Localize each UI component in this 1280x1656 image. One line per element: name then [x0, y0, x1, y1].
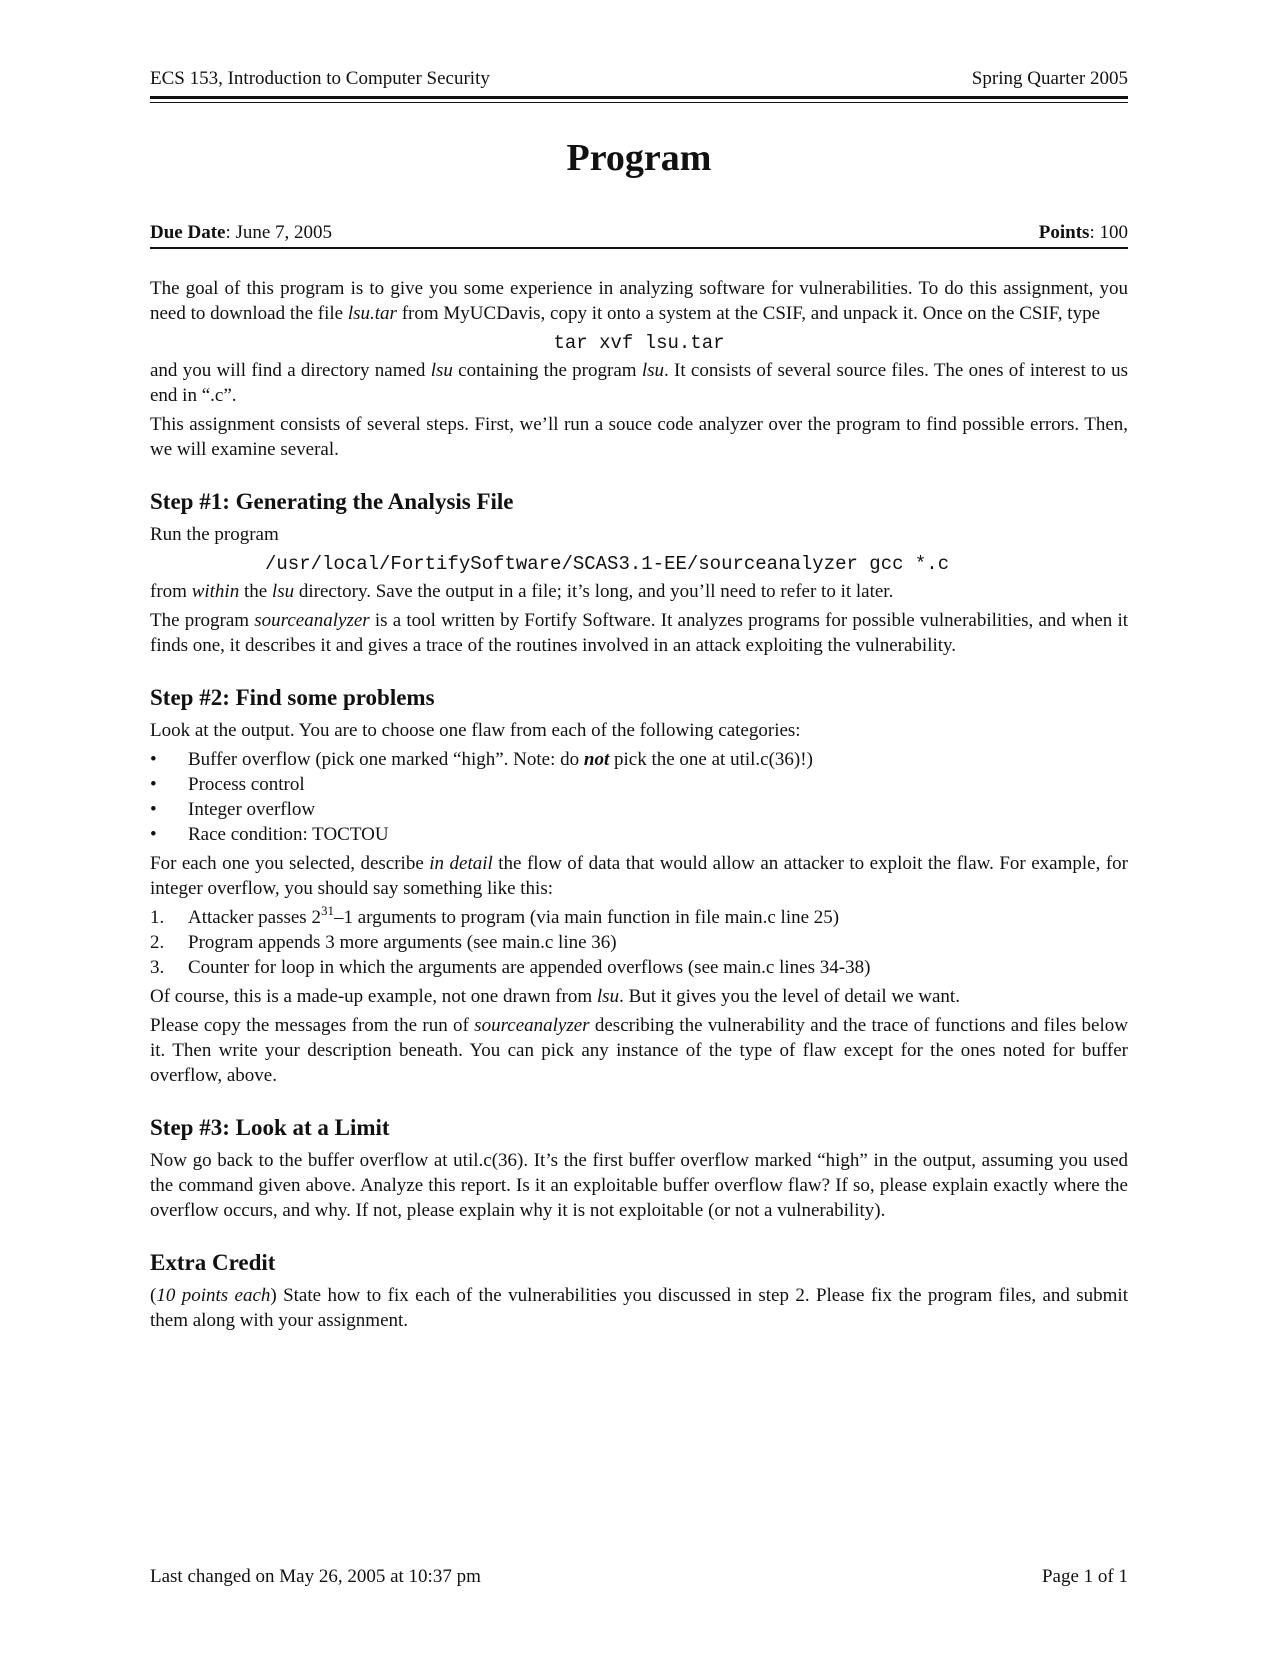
term: Spring Quarter 2005 — [971, 68, 1128, 89]
emphasis-not: not — [583, 749, 610, 770]
filename-lsu-tar: lsu.tar — [347, 303, 397, 324]
due-date-label: Due Date — [150, 222, 226, 243]
dirname-lsu: lsu — [271, 581, 295, 602]
text-span: . But it gives you the level of detail we want. — [619, 986, 960, 1007]
intro-paragraph-2 — [150, 358, 1128, 408]
dirname-lsu: lsu — [430, 360, 453, 381]
bullet-marker: • — [150, 799, 157, 820]
extra-credit-heading: Extra Credit — [150, 1250, 276, 1275]
text-span: directory. Save the output in a file; it’s long, and you’ll need to refer to it later. — [294, 581, 894, 602]
number-marker: 3. — [150, 957, 165, 978]
list-item — [150, 905, 1128, 930]
page-number: Page 1 of 1 — [1041, 1566, 1128, 1587]
text-span: Integer overflow — [188, 799, 316, 820]
step2-heading: Step #2: Find some problems — [150, 685, 435, 710]
course-name: ECS 153, Introduction to Computer Security — [150, 68, 490, 89]
text-span: Counter for loop in which the arguments are appended overflows (see main.c lines 34-38) — [188, 957, 871, 978]
header-rule-thick — [150, 96, 1128, 99]
intro-paragraph-3: This assignment consists of several steps. First, we’ll run a souce code analyzer over the program to find possible errors. Then, we will examine several. — [150, 414, 1128, 460]
tool-sourceanalyzer: sourceanalyzer — [474, 1015, 590, 1036]
number-marker: 2. — [150, 932, 165, 953]
document-body — [150, 276, 1128, 1337]
text-span: The program — [150, 610, 255, 631]
points-value: : 100 — [1089, 222, 1128, 243]
text-span: Process control — [188, 774, 305, 795]
step2-paragraph-3 — [150, 1013, 1128, 1088]
text-span: . It consists of several source files. The ones of interest to us end in “.c”. — [150, 360, 1129, 406]
bullet-marker: • — [150, 824, 157, 845]
flaw-category-list — [150, 747, 1128, 847]
step3-paragraph: Now go back to the buffer overflow at util.c(36). It’s the first buffer overflow marked “high” in the output, assuming you used the command given above. Analyze this report. Is it an exploitable buffer overflow flaw? If so, please explain exactly where the overflow occurs, and why. If not, please explain why it is not exploitable (or not a vulnerability). — [150, 1150, 1128, 1221]
step2-paragraph-2 — [150, 984, 1128, 1009]
command-sourceanalyzer: /usr/local/FortifySoftware/SCAS3.1-EE/sourceanalyzer gcc *.c — [265, 553, 950, 575]
document-page — [150, 0, 1128, 1656]
running-header — [150, 68, 1128, 90]
meta-rule — [150, 247, 1128, 249]
step1-heading: Step #1: Generating the Analysis File — [150, 489, 514, 514]
list-item — [150, 797, 1128, 822]
list-item — [150, 772, 1128, 797]
intro-paragraph-1 — [150, 276, 1128, 326]
program-lsu: lsu — [641, 360, 664, 381]
text-span: pick the one at util.c(36)!) — [609, 749, 813, 770]
bullet-marker: • — [150, 749, 157, 770]
extra-credit-paragraph — [150, 1283, 1128, 1333]
step2-intro: Look at the output. You are to choose one flaw from each of the following categories: — [150, 720, 801, 741]
text-span: Race condition: TOCTOU — [188, 824, 389, 845]
command-tar: tar xvf lsu.tar — [553, 332, 725, 354]
example-steps-list — [150, 905, 1128, 980]
extra-points: 10 points each — [156, 1285, 271, 1306]
last-changed: Last changed on May 26, 2005 at 10:37 pm — [150, 1566, 481, 1587]
text-span: Attacker passes 2 — [188, 907, 321, 928]
text-span: ) State how to fix each of the vulnerabilities you discussed in step 2. Please fix the program files, and submit them along with your assignment. — [150, 1285, 1128, 1331]
text-span: Program appends 3 more arguments (see main.c line 36) — [188, 932, 617, 953]
step1-paragraph-2 — [150, 608, 1128, 658]
text-span: the — [239, 581, 272, 602]
header-rule-thin — [150, 102, 1128, 103]
tool-sourceanalyzer: sourceanalyzer — [254, 610, 370, 631]
text-span: Please copy the messages from the run of — [150, 1015, 475, 1036]
list-item — [150, 747, 1128, 772]
text-span: Buffer overflow (pick one marked “high”. Note: do — [188, 749, 584, 770]
text-span: is a tool written by Fortify Software. It analyzes programs for possible vulnerabilities, and when it finds one, it describes it and gives a trace of the routines involved in an attack exploiting the vulnerability. — [150, 610, 1129, 656]
emphasis-in-detail: in detail — [429, 853, 493, 874]
text-span: describing the vulnerability and the trace of functions and files below it. Then write your description beneath. You can pick any instance of the type of flaw except for the ones noted for buffer overflow, above. — [150, 1015, 1128, 1086]
list-item — [150, 930, 1128, 955]
points — [1039, 222, 1128, 244]
emphasis-within: within — [191, 581, 240, 602]
text-span: from — [150, 581, 192, 602]
text-span: –1 arguments to program (via main function in file main.c line 25) — [333, 907, 840, 928]
text-span: For each one you selected, describe — [150, 853, 430, 874]
text-span: from MyUCDavis, copy it onto a system at the CSIF, and unpack it. Once on the CSIF, type — [396, 303, 1101, 324]
due-date — [150, 222, 332, 244]
list-item — [150, 955, 1128, 980]
points-label: Points — [1038, 222, 1090, 243]
step1-paragraph-1 — [150, 579, 1128, 604]
number-marker: 1. — [150, 907, 165, 928]
page-title: Program — [566, 137, 712, 179]
text-span: Of course, this is a made-up example, not one drawn from — [150, 986, 597, 1007]
step2-paragraph-1 — [150, 851, 1128, 901]
text-span: the flow of data that would allow an attacker to exploit the flaw. For example, for integer overflow, you should say something like this: — [150, 853, 1128, 899]
bullet-marker: • — [150, 774, 157, 795]
assignment-meta — [150, 222, 1128, 244]
text-span: and you will find a directory named — [150, 360, 431, 381]
program-lsu: lsu — [596, 986, 620, 1007]
exponent: 31 — [320, 903, 334, 918]
text-span: ( — [150, 1285, 157, 1306]
step1-run: Run the program — [150, 524, 279, 545]
step3-heading: Step #3: Look at a Limit — [150, 1115, 390, 1140]
text-span: containing the program — [452, 360, 642, 381]
text-span: The goal of this program is to give you some experience in analyzing software for vulnerabilities. To do this assignment, you need to download the file — [150, 278, 1128, 324]
page-footer — [150, 1566, 1128, 1588]
due-date-value: : June 7, 2005 — [225, 222, 333, 243]
list-item — [150, 822, 1128, 847]
